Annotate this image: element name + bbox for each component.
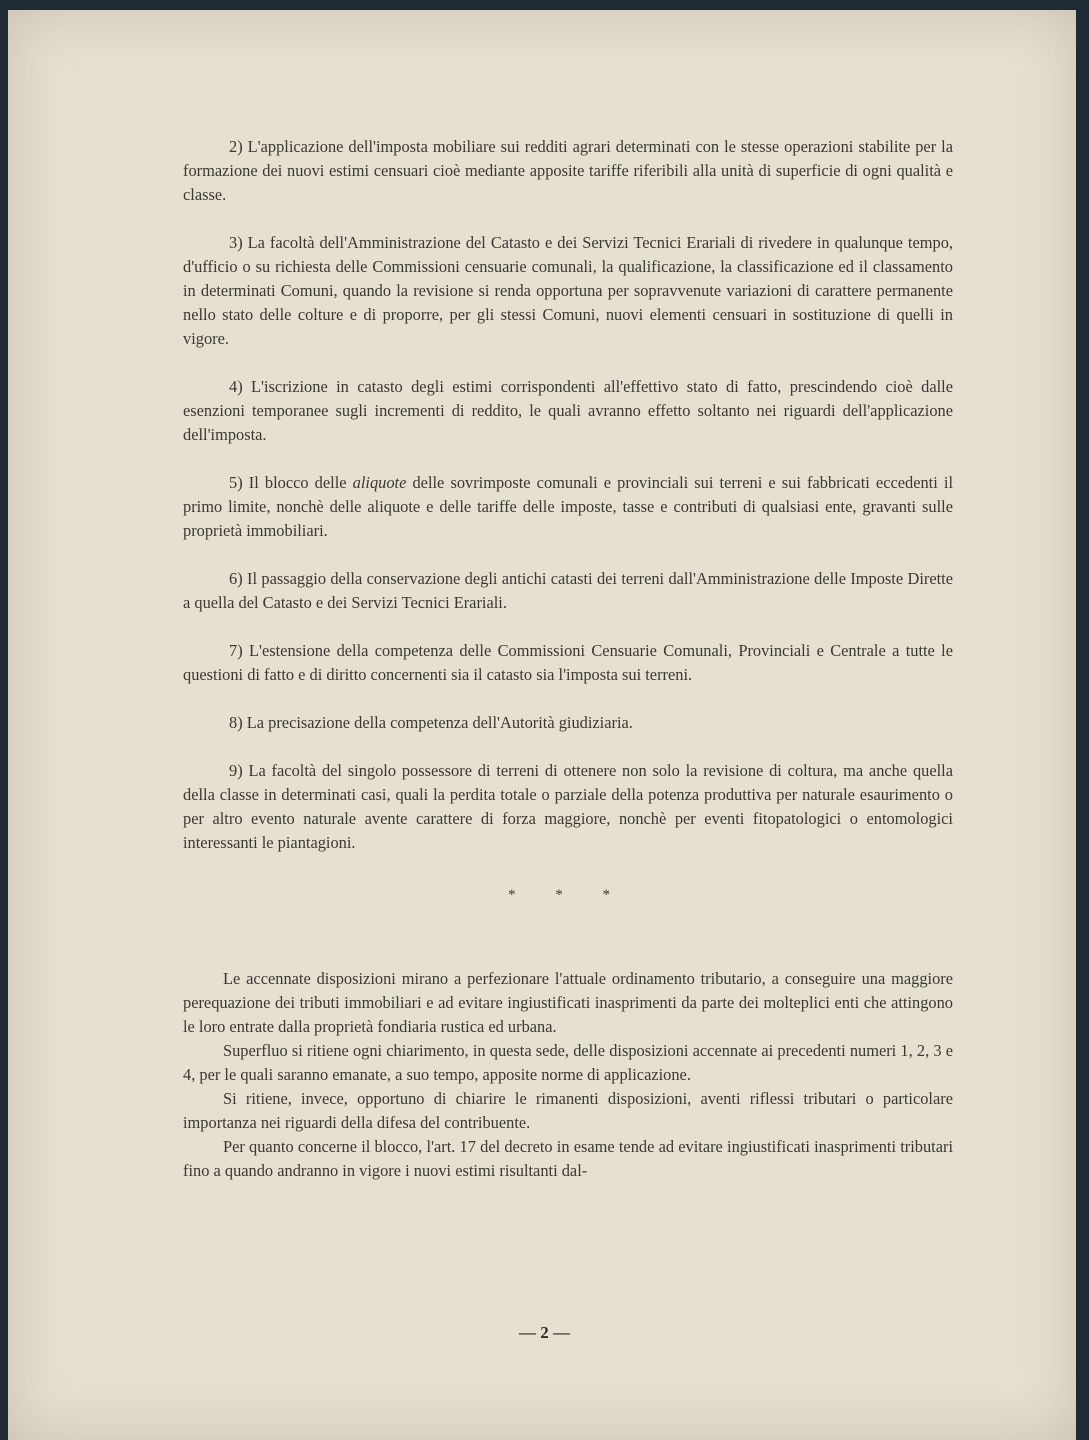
list-item-5-italic: aliquote	[352, 473, 407, 492]
document-page	[8, 10, 1076, 1440]
list-item-3: 3) La facoltà dell'Amministrazione del Catasto e dei Servizi Tecnici Erariali di rivedere in qualunque tempo, d'ufficio o su richiesta delle Commissioni censuarie comunali, la qualificazione, la classificazione ed il classamento in determinati Comuni, quando la revisione si renda opportuna per sopravvenute variazioni di carattere permanente nello stato delle colture e di proporre, per gli stessi Comuni, nuovi elementi censuari in sostituzione di quelli in vigore.	[183, 233, 953, 348]
list-item-8: 8) La precisazione della competenza dell'Autorità giudiziaria.	[229, 713, 633, 732]
list-item-2: 2) L'applicazione dell'imposta mobiliare sui redditi agrari determinati con le stesse operazioni stabilite per la formazione dei nuovi estimi censuari cioè mediante apposite tariffe riferibili alla unità di superficie di ogni qualità e classe.	[183, 137, 953, 204]
list-item-6: 6) Il passaggio della conservazione degli antichi catasti dei terreni dall'Amministrazione delle Imposte Dirette a quella del Catasto e dei Servizi Tecnici Erariali.	[183, 569, 953, 612]
paragraph: Le accennate disposizioni mirano a perfezionare l'attuale ordinamento tributario, a conseguire una maggiore perequazione dei tributi immobiliari e ad evitare ingiustificati inasprimenti da parte dei molteplici enti che attingono le loro entrate dalla proprietà fondiaria rustica ed urbana.	[183, 969, 953, 1036]
section-separator: * * *	[508, 887, 628, 903]
list-item-7: 7) L'estensione della competenza delle Commissioni Censuarie Comunali, Provinciali e Centrale a tutte le questioni di fatto e di diritto concernenti sia il catasto sia l'imposta sui terreni.	[183, 641, 953, 684]
list-item-5-start: 5) Il blocco delle	[229, 473, 353, 492]
paragraph: Per quanto concerne il blocco, l'art. 17 del decreto in esame tende ad evitare ingiustificati inasprimenti tributari fino a quando andranno in vigore i nuovi estimi risultanti dal-	[183, 1137, 953, 1180]
list-item-9: 9) La facoltà del singolo possessore di terreni di ottenere non solo la revisione di coltura, ma anche quella della classe in determinati casi, quali la perdita totale o parziale della potenza produttiva per naturale esaurimento o per altro evento naturale avente carattere di forza maggiore, nonchè per eventi fitopatologici o entomologici interessanti le piantagioni.	[183, 761, 953, 852]
list-item-4: 4) L'iscrizione in catasto degli estimi corrispondenti all'effettivo stato di fatto, prescindendo cioè dalle esenzioni temporanee sugli incrementi di reddito, le quali avranno effetto soltanto nei riguardi dell'applicazione dell'imposta.	[183, 377, 953, 444]
list-item-5	[183, 471, 953, 543]
body-text	[183, 135, 953, 1183]
list-item-5-end: delle sovrimposte comunali e provinciali sui terreni e sui fabbricati eccedenti il primo limite, nonchè delle aliquote e delle tariffe delle imposte, tasse e contributi di qualsiasi ente, gravanti sulle proprietà immobiliari.	[183, 473, 954, 540]
page-number: — 2 —	[519, 1323, 570, 1342]
paragraph: Superfluo si ritiene ogni chiarimento, in questa sede, delle disposizioni accennate ai precedenti numeri 1, 2, 3 e 4, per le quali saranno emanate, a suo tempo, apposite norme di applicazione.	[183, 1041, 953, 1084]
paragraph: Si ritiene, invece, opportuno di chiarire le rimanenti disposizioni, aventi riflessi tributari o particolare importanza nei riguardi della difesa del contribuente.	[183, 1089, 953, 1132]
